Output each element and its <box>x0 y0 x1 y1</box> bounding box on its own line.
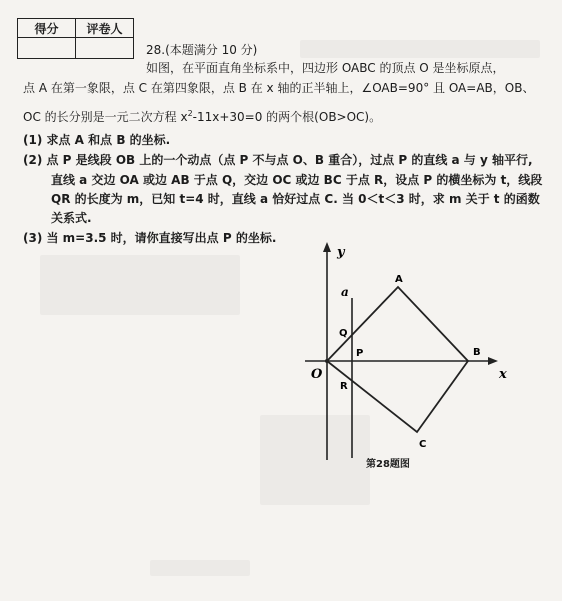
a-label: a <box>341 285 349 299</box>
point-q-label: Q <box>339 328 348 339</box>
part-2-line-4: 关系式. <box>51 211 92 225</box>
score-label: 得分 <box>18 19 76 38</box>
y-label: y <box>337 245 345 260</box>
equation-suffix: -11x+30=0 的两个根(OB>OC)。 <box>192 110 382 124</box>
figure-caption: 第28题图 <box>366 459 410 470</box>
origin-label: O <box>311 367 323 382</box>
grader-label: 评卷人 <box>76 19 134 38</box>
quadrilateral-oabc <box>327 287 468 432</box>
point-c-label: C <box>419 439 427 450</box>
part-1: (1) 求点 A 和点 B 的坐标. <box>23 133 171 147</box>
point-p-label: P <box>356 348 364 359</box>
equation-prefix: OC 的长分别是一元二次方程 x <box>23 110 188 124</box>
point-a-label: A <box>395 274 403 285</box>
part-3: (3) 当 m=3.5 时，请你直接写出点 P 的坐标. <box>23 231 277 245</box>
y-axis-arrow <box>323 242 331 252</box>
origin-point <box>325 359 329 363</box>
intro-line-1: 如图，在平面直角坐标系中，四边形 OABC 的顶点 O 是坐标原点， <box>146 61 505 75</box>
point-b-label: B <box>473 347 481 358</box>
intro-line-2: 点 A 在第一象限，点 C 在第四象限，点 B 在 x 轴的正半轴上，∠OAB=90° 且 OA=AB，OB、 <box>23 81 535 95</box>
part-2-line-2: 直线 a 交边 OA 或边 AB 于点 Q，交边 OC 或边 BC 于点 R，设点 P 的横坐标为 t，线段 <box>51 173 543 187</box>
question-title: 28.(本题满分 10 分) <box>146 43 258 57</box>
x-axis-arrow <box>488 357 498 365</box>
part-2-line-1: (2) 点 P 是线段 OB 上的一个动点（点 P 不与点 O、B 重合），过点 P 的直线 a 与 y 轴平行, <box>23 153 533 167</box>
x-label: x <box>499 367 507 382</box>
part-2-line-3: QR 的长度为 m，已知 t=4 时，直线 a 恰好过点 C. 当 0＜t＜3 时，求 m 关于 t 的函数 <box>51 192 540 206</box>
point-r-label: R <box>340 381 348 392</box>
equation-exponent: 2 <box>187 109 193 118</box>
